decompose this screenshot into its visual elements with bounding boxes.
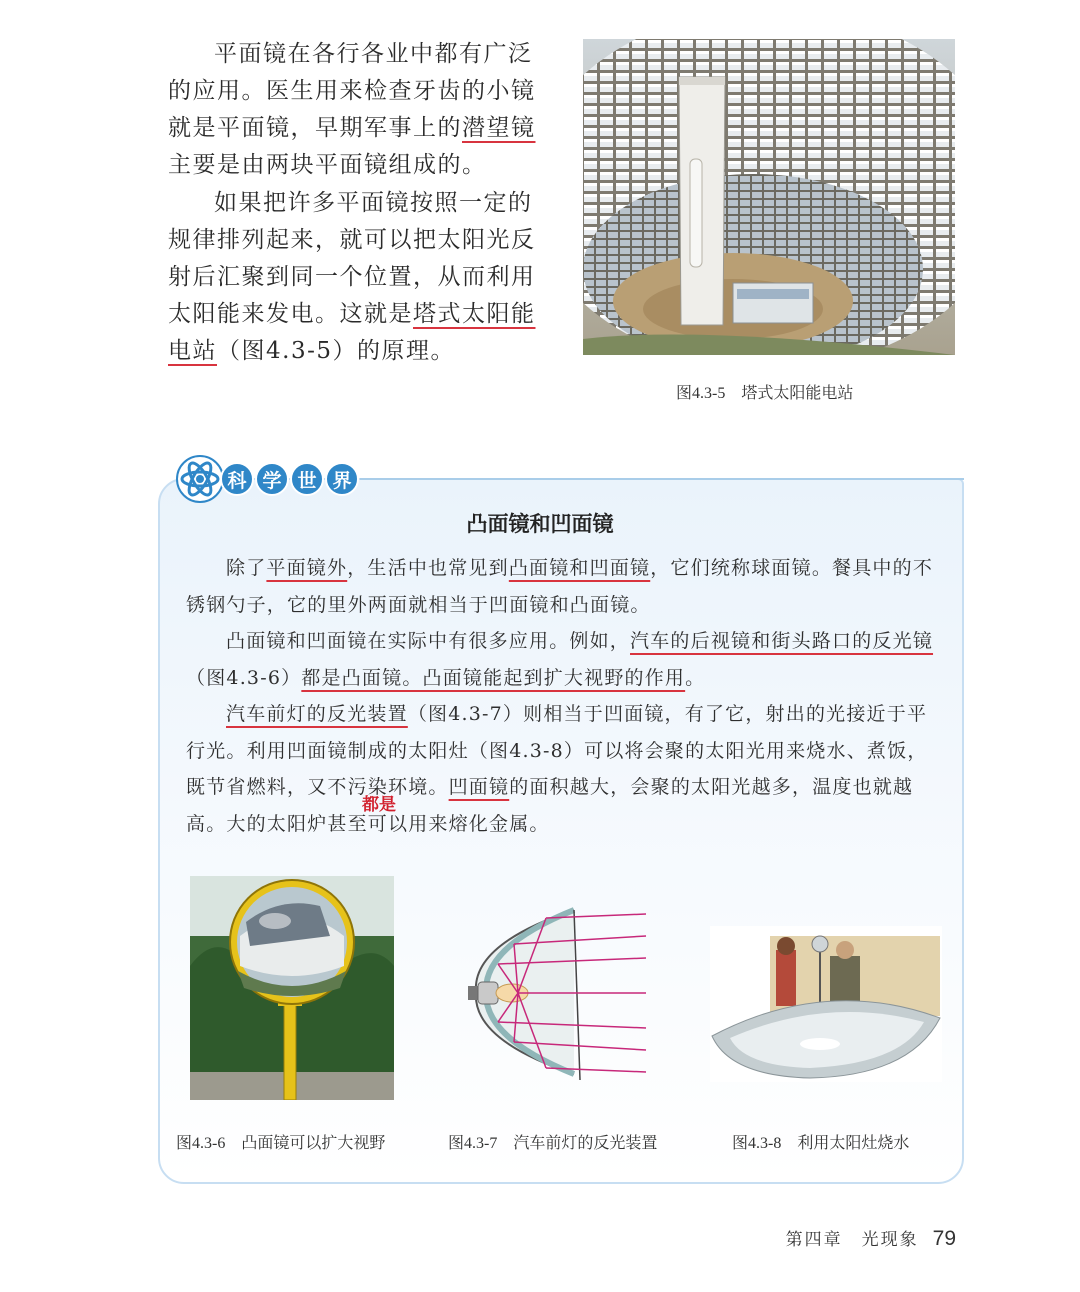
periscope-term: 潜望镜 xyxy=(462,115,536,141)
science-paragraph-1: 除了平面镜外，生活中也常见到凸面镜和凹面镜，它们统称球面镜。餐具中的不锈钢勺子，它的里外两面就相当于凹面镜和凸面镜。 xyxy=(186,557,934,616)
science-world-title: 科 学 世 界 xyxy=(220,462,360,496)
science-heading: 凸面镜和凹面镜 xyxy=(466,512,614,536)
fig-4-3-5-caption: 图4.3-5 塔式太阳能电站 xyxy=(676,385,854,402)
solar-tower-term: 塔式太阳能电站 xyxy=(168,301,536,364)
intro-paragraph-1: 平面镜在各行各业中都有广泛的应用。医生用来检查牙齿的小镜就是平面镜，早期军事上的潜望镜主要是由两块平面镜组成的。 xyxy=(168,41,536,178)
atom-icon xyxy=(176,455,224,503)
science-world-badge xyxy=(176,455,360,503)
intro-paragraph-2: 如果把许多平面镜按照一定的规律排列起来，就可以把太阳光反射后汇聚到同一个位置，从而利用太阳能来发电。这就是塔式太阳能电站（图4.3-5）的原理。 xyxy=(168,190,536,364)
headlight-reflector-diagram xyxy=(462,904,656,1080)
page-footer xyxy=(786,1225,956,1251)
science-text xyxy=(186,550,940,842)
fig-4-3-7-caption: 图4.3-7 汽车前灯的反光装置 xyxy=(448,1135,658,1152)
solar-cooker-photo xyxy=(710,926,942,1082)
solar-tower-photo xyxy=(583,39,955,355)
intro-text xyxy=(168,36,548,371)
handwritten-note: 都是 xyxy=(362,795,396,815)
fig-4-3-8-caption: 图4.3-8 利用太阳灶烧水 xyxy=(732,1135,910,1152)
chapter-label: 第四章 光现象 xyxy=(785,1230,919,1250)
page-number: 79 xyxy=(932,1227,956,1250)
science-header-rule xyxy=(360,478,964,480)
fig-4-3-6-caption: 图4.3-6 凸面镜可以扩大视野 xyxy=(176,1135,386,1152)
convex-mirror-photo xyxy=(190,876,394,1100)
science-paragraph-3: 汽车前灯的反光装置（图4.3-7）则相当于凹面镜，有了它，射出的光接近于平行光。利用凹面镜制成的太阳灶（图4.3-8）可以将会聚的太阳光用来烧水、煮饭，既节省燃料，又不污染环境。凹面镜的面积越大，会聚的太阳光越多，温度也就越高。大的太阳炉甚至可以用来熔化金属。 xyxy=(186,703,928,835)
science-paragraph-2: 凸面镜和凹面镜在实际中有很多应用。例如，汽车的后视镜和街头路口的反光镜（图4.3-6）都是凸面镜。凸面镜能起到扩大视野的作用。 xyxy=(186,630,934,689)
